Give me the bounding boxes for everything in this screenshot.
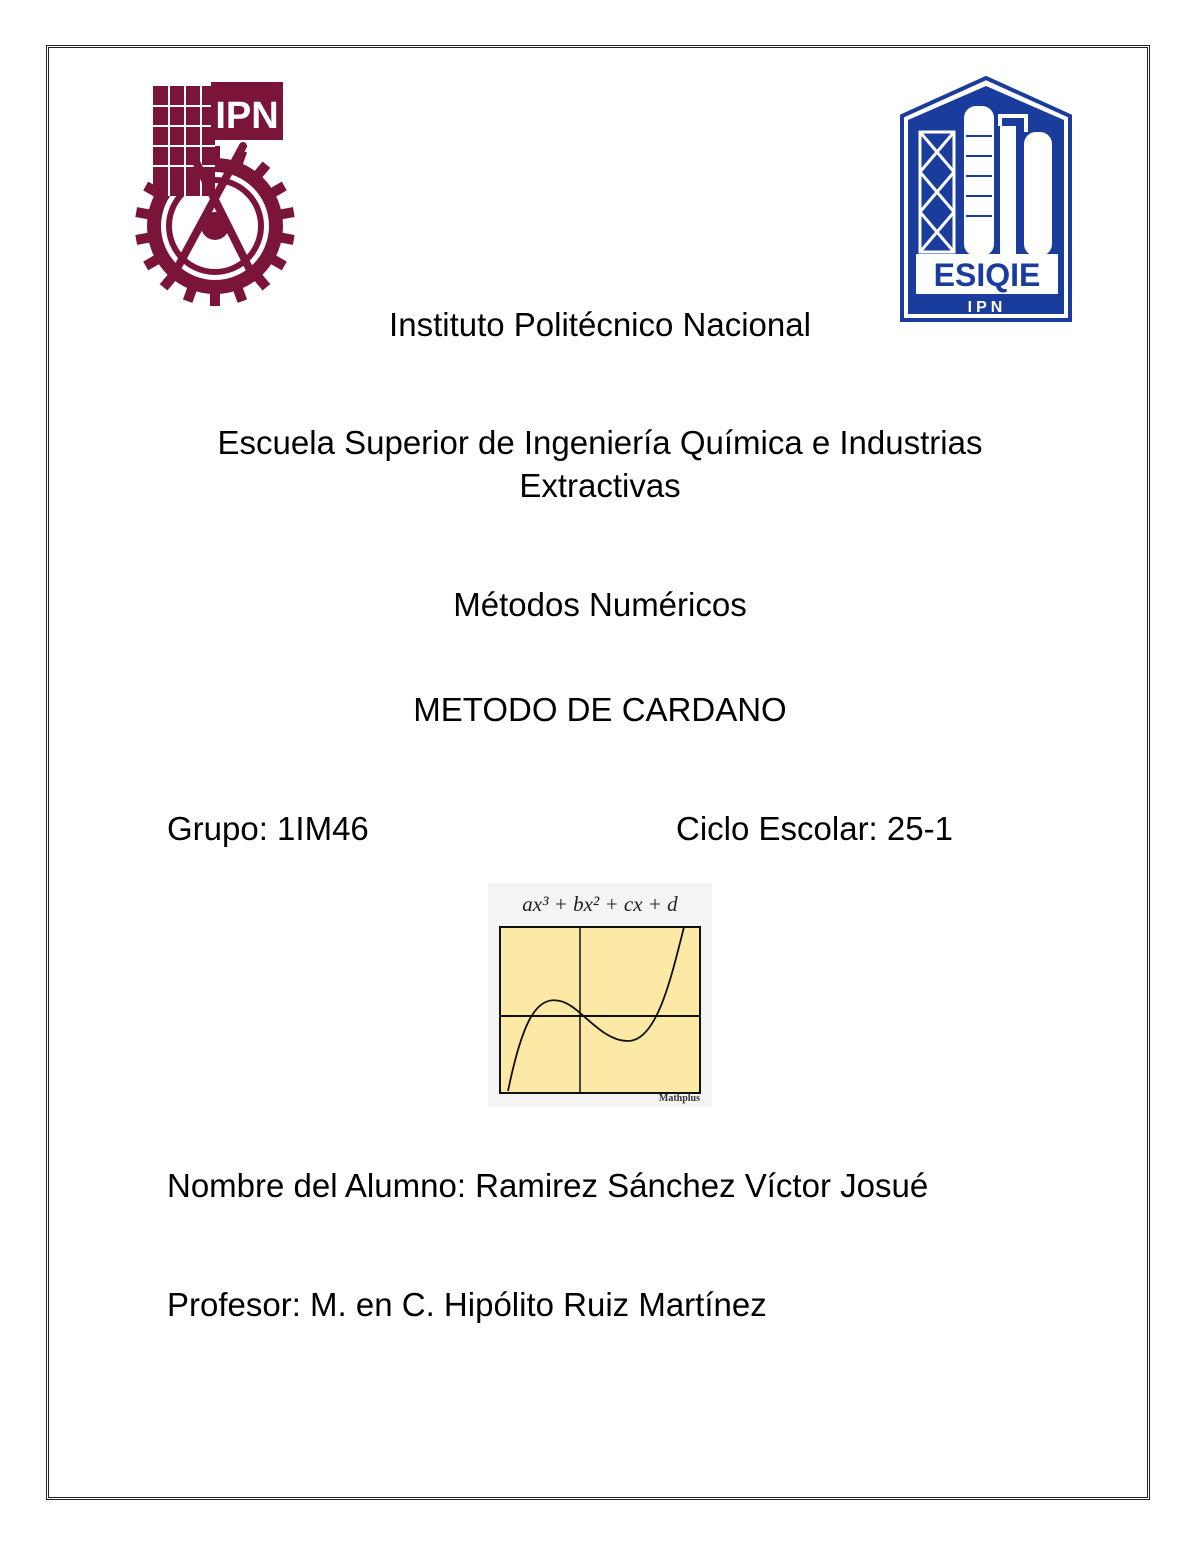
figure-formula: ax³ + bx² + cx + d	[522, 892, 678, 916]
professor-name: Profesor: M. en C. Hipólito Ruiz Martínez	[167, 1286, 767, 1323]
ipn-logo-lettering: IPN	[215, 95, 279, 137]
esiqie-logo-lettering: ESIQIE	[933, 257, 1041, 293]
institution-name: Instituto Politécnico Nacional	[389, 306, 811, 343]
student-name: Nombre del Alumno: Ramirez Sánchez Víctor Josué	[167, 1167, 929, 1204]
ipn-logo	[133, 76, 295, 306]
figure-credit: Mathplus	[658, 1093, 700, 1104]
svg-text:IPN: IPN	[967, 299, 1007, 316]
plot-area	[500, 927, 700, 1093]
cubic-function-figure	[488, 883, 712, 1107]
course-name: Métodos Numéricos	[453, 586, 747, 623]
group-label: Grupo: 1IM46	[167, 810, 369, 847]
cycle-label: Ciclo Escolar: 25-1	[676, 810, 953, 847]
school-name-line2: Extractivas	[519, 467, 681, 504]
topic-title: METODO DE CARDANO	[413, 691, 787, 728]
school-name-line1: Escuela Superior de Ingeniería Química e Industrias	[217, 424, 983, 461]
esiqie-logo	[896, 76, 1076, 322]
